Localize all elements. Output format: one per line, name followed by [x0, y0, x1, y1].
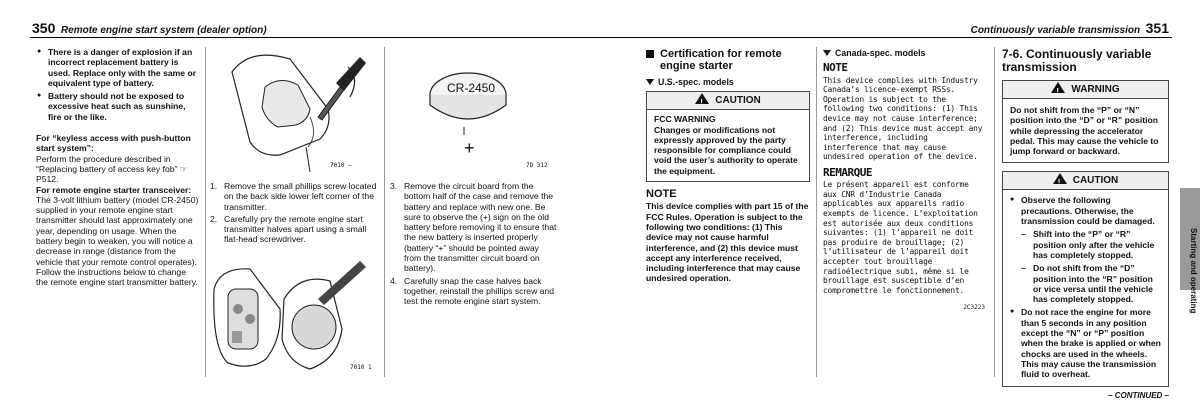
canada-code: 2C3223	[963, 304, 985, 312]
caution-dash-item: – Do not shift from the “D” position into the “R” position or vice versa until the vehicle has completely stopped.	[1019, 263, 1162, 304]
caution-dash-item: – Shift into the “P” or “R” position only after the vehicle has completely stopped.	[1019, 229, 1162, 260]
canada-note-text: This device complies with Industry Canada’s licence-exempt RSSs. Operation is subject to the following two conditions: (1) This device may not cause interference; and (2) This device must accept any interference, including interference that may cause undesired operation of the device.	[823, 75, 983, 162]
battery-label: CR-2450	[447, 81, 496, 95]
transceiver-text: The 3-volt lithium battery (model CR-2450) supplied in your remote engine start transmitter should last approximately one year, depending on usage. When the battery begin to weaken, you will notice a decrease in range (distance from the vehicle that your remote control operates). Follow the instructions below to change the remote engine start transmitter battery.	[36, 194, 199, 288]
column-divider	[205, 47, 206, 377]
figure-screw-removal	[210, 47, 378, 174]
caution-header-2	[1003, 172, 1168, 190]
remarque-label: REMARQUE	[823, 165, 872, 179]
warning-label: WARNING	[1071, 84, 1120, 95]
left-header-title: Remote engine start system (dealer option)	[60, 25, 267, 36]
note-text: This device complies with part 15 of the FCC Rules. Operation is subject to the following two conditions: (1) This device may not cause harmful interference, and (2) this device must accept any interference received, including interference that may cause undesired operation.	[646, 201, 809, 284]
left-column-3	[390, 47, 558, 377]
note-label: NOTE	[646, 188, 677, 201]
step-item	[210, 214, 378, 245]
keyless-heading: For “keyless access with push-button start system”:	[36, 133, 191, 154]
warning-text: Do not shift from the “P” or “N” position into the “D” or “R” position while depressing the accelerator pedal. This may cause the vehicle to jump forward or backward.	[1010, 105, 1159, 157]
caution-label-2: CAUTION	[1072, 175, 1119, 187]
right-column-c	[1002, 48, 1169, 401]
column-divider	[994, 47, 995, 377]
transmitter-screw-illustration	[210, 47, 378, 174]
caution-bullet: ● Do not race the engine for more than 5 seconds in any position except the “N” or “P” position when the brake is applied or when chocks are used in the wheels. This may cause the transmission fluid to overheat.	[1009, 307, 1162, 379]
warning-triangle-icon	[695, 93, 709, 104]
right-header-rule	[600, 37, 1172, 38]
open-case-illustration	[210, 259, 378, 377]
column-divider	[384, 47, 385, 377]
warning-bullet: ● Battery should not be exposed to excessive heat such as sunshine, fire or the like.	[36, 91, 199, 122]
left-page-number: 350	[32, 20, 56, 36]
side-tab-label: Starting and operating	[1189, 228, 1198, 314]
caution-bullet: ● Observe the following precautions. Otherwise, the transmission could be damaged.	[1009, 195, 1162, 226]
caution-body	[647, 110, 809, 181]
caution-header	[647, 92, 809, 110]
figure-open-case	[210, 259, 378, 377]
left-column-2	[210, 47, 378, 377]
step-number: 1.	[210, 181, 218, 191]
battery-plus-sign: +	[464, 138, 475, 158]
right-column-a	[646, 48, 810, 284]
steps-1-2	[210, 181, 378, 247]
fcc-title: FCC WARNING	[654, 114, 716, 125]
left-page-header	[32, 20, 267, 36]
figure-2-code: 7D 312	[526, 162, 548, 169]
warning-box	[1002, 80, 1169, 163]
caution-box	[646, 91, 810, 182]
cert-title-text: Certification for remote engine starter	[660, 48, 782, 72]
right-page-number: 351	[1145, 20, 1169, 36]
fcc-text: Changes or modifications not expressly approved by the party responsible for compliance could void the user’s authority to operate the equipment.	[654, 124, 798, 176]
left-column-1	[36, 47, 199, 288]
remarque-text: Le présent appareil est conforme aux CNR d’Industrie Canada applicables aux appareils radio exempts de licence. L’exploitation est autorisée aux deux conditions suivantes: (1) l’appareil ne doit pas produire de brouillage; (2) l’utilisateur de l’appareil doit accepter tout brouillage radioélectrique subi, même si le brouillage est susceptible d’en compromettre le fonctionnement.	[823, 180, 978, 295]
cert-title	[646, 48, 810, 72]
figure-battery	[390, 47, 558, 174]
step-item	[210, 181, 378, 212]
step-number: 4.	[390, 275, 398, 286]
warning-header	[1003, 81, 1168, 99]
warning-triangle-icon	[1053, 173, 1067, 184]
continued-label: – CONTINUED –	[1108, 390, 1169, 400]
left-header-rule	[30, 37, 600, 38]
figure-3-code: 7010 1	[350, 364, 372, 371]
canada-note-label: NOTE	[823, 61, 848, 75]
canada-spec-heading: Canada-spec. models	[823, 48, 985, 58]
step-text: Carefully snap the case halves back together, reinstall the phillips screw and test the remote engine start system.	[404, 275, 554, 307]
step-text: Remove the circuit board from the bottom half of the case and remove the battery and replace with new one. Be sure to observe the (+) sign on the old battery before removing it to ensure that the new battery is inserted properly (battery “+” should be pointed away from the transmitter circuit board on battery).	[404, 181, 557, 274]
warning-bullet: ● There is a danger of explosion if an incorrect replacement battery is used. Replace only with the same or equivalent type of battery.	[36, 47, 199, 88]
right-page-header	[971, 20, 1169, 36]
transceiver-heading: For remote engine starter transceiver:	[36, 184, 192, 195]
right-page	[600, 0, 1200, 402]
section-title: 7-6. Continuously variable transmission	[1002, 47, 1152, 74]
step-text: Remove the small phillips screw located on the back side lower left corner of the transmitter.	[224, 181, 377, 212]
right-column-b	[823, 48, 985, 314]
caution-box-2	[1002, 171, 1169, 386]
step-number: 3.	[390, 181, 398, 191]
figure-1-code: 7010 –	[330, 162, 352, 169]
step-item	[390, 181, 558, 274]
caution-label: CAUTION	[715, 95, 761, 107]
caution-body-2	[1003, 190, 1168, 385]
us-spec-heading: U.S.-spec. models	[646, 77, 810, 87]
column-divider	[816, 47, 817, 377]
step-item	[390, 276, 558, 307]
step-text: Carefully pry the remote engine start transmitter halves apart using a small flat-head screwdriver.	[224, 213, 367, 245]
keyless-text: Perform the procedure described in “Replacing battery of access key fob” ☞P512.	[36, 153, 188, 185]
step-number: 2.	[210, 213, 218, 224]
steps-3-4	[390, 181, 558, 309]
right-header-title: Continuously variable transmission	[970, 25, 1141, 36]
warning-triangle-icon	[1051, 82, 1065, 93]
